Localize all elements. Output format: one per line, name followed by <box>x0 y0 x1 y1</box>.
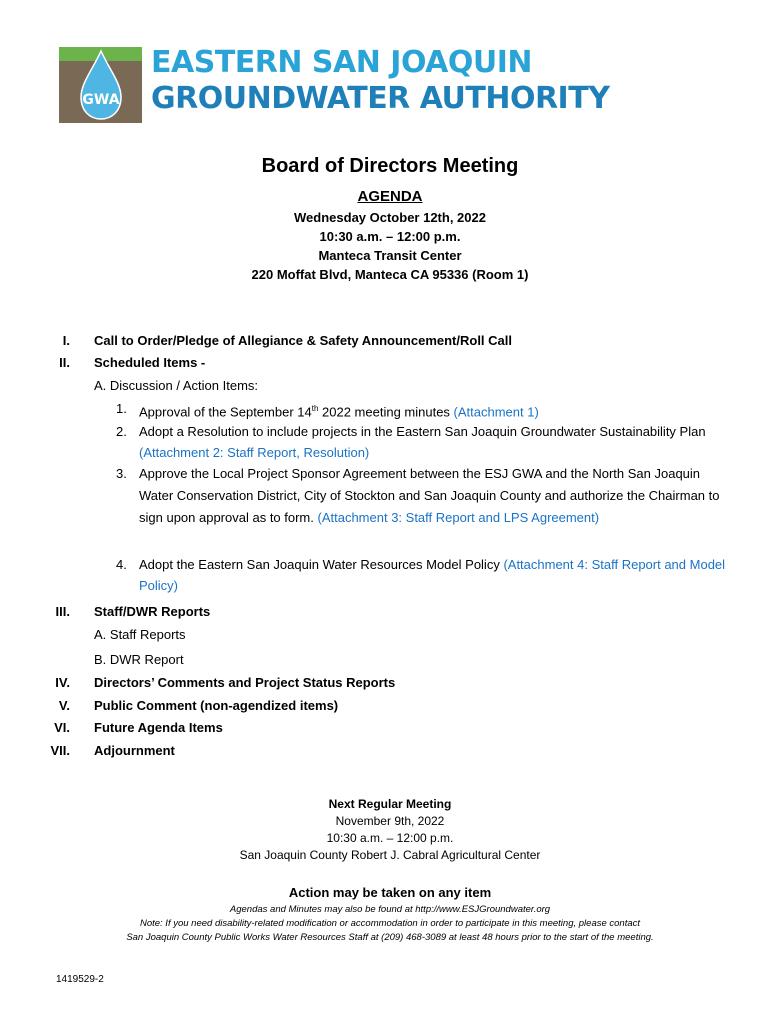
section-adjournment: Adjournment <box>94 743 175 758</box>
attachment-2-link[interactable]: (Attachment 2: Staff Report, Resolution) <box>139 445 370 460</box>
fine-print-line2: Note: If you need disability-related modification or accommodation in order to participate in this meeting, please contact <box>139 918 641 929</box>
subsection-staff-reports: A. Staff Reports <box>94 627 186 642</box>
section-number: II. <box>59 355 70 370</box>
agenda-item <box>116 421 726 463</box>
next-meeting-heading: Next Regular Meeting <box>328 797 452 811</box>
page-title: Board of Directors Meeting <box>261 155 519 177</box>
section-public-comment: Public Comment (non-agendized items) <box>94 698 339 713</box>
item-number: 3. <box>116 466 127 481</box>
item-text: 2022 meeting minutes <box>318 404 454 420</box>
section-staff-dwr-reports: Staff/DWR Reports <box>94 604 211 619</box>
next-meeting-time: 10:30 a.m. – 12:00 p.m. <box>326 831 454 845</box>
item-number: 4. <box>116 557 127 572</box>
item-number: 1. <box>116 401 127 416</box>
document-id: 1419529-2 <box>56 974 104 985</box>
item-superscript: th <box>311 404 319 413</box>
item-text: Approve the Local Project Sponsor Agreement between the ESJ GWA and the North San Joaquin Water Conservation District, City of Stockton and San Joaquin County and authorize the Chairman to sign upon approval as to form. <box>139 466 720 525</box>
agenda-label: AGENDA <box>357 188 423 205</box>
logo <box>59 45 610 125</box>
section-future-agenda: Future Agenda Items <box>94 720 223 735</box>
section-number: VII. <box>50 743 70 758</box>
item-text: Adopt a Resolution to include projects in the Eastern San Joaquin Groundwater Sustainability Plan <box>139 424 706 439</box>
meeting-date: Wednesday October 12th, 2022 <box>294 210 486 225</box>
fine-print-line1: Agendas and Minutes may also be found at http://www.ESJGroundwater.org <box>229 904 551 915</box>
next-meeting-date: November 9th, 2022 <box>335 814 445 828</box>
agenda-item <box>116 398 726 422</box>
section-number: I. <box>62 333 70 348</box>
section-call-to-order: Call to Order/Pledge of Allegiance & Safety Announcement/Roll Call <box>94 333 512 348</box>
section-number: V. <box>58 698 70 713</box>
agenda-item <box>116 463 726 529</box>
next-meeting-location: San Joaquin County Robert J. Cabral Agricultural Center <box>239 848 541 862</box>
meeting-address: 220 Moffat Blvd, Manteca CA 95336 (Room 1) <box>251 267 529 282</box>
meeting-location: Manteca Transit Center <box>318 248 462 263</box>
section-scheduled-items: Scheduled Items - <box>94 355 206 370</box>
attachment-4-link[interactable]: (Attachment 4: Staff Report and Model Policy) <box>139 557 726 593</box>
attachment-1-link[interactable]: (Attachment 1) <box>453 404 539 420</box>
section-number: III. <box>55 604 70 619</box>
item-number: 2. <box>116 424 127 439</box>
meeting-time: 10:30 a.m. – 12:00 p.m. <box>319 229 461 244</box>
attachment-3-link[interactable]: (Attachment 3: Staff Report and LPS Agreement) <box>317 510 600 525</box>
logo-badge: GWA <box>82 92 120 108</box>
section-number: VI. <box>54 720 70 735</box>
section-number: IV. <box>55 675 70 690</box>
gwa-logo-icon <box>59 47 142 123</box>
fine-print-line3: San Joaquin County Public Works Water Resources Staff at (209) 468-3089 at least 48 hours prior to the start of the meeting. <box>126 932 654 943</box>
section-directors-comments: Directors’ Comments and Project Status Reports <box>94 675 396 690</box>
logo-text-line2: GROUNDWATER AUTHORITY <box>151 81 610 116</box>
logo-text-line1: EASTERN SAN JOAQUIN <box>151 45 533 80</box>
agenda-item <box>116 554 726 596</box>
action-note: Action may be taken on any item <box>288 885 492 900</box>
item-text: Approval of the September 14 <box>139 404 312 420</box>
item-text: Adopt the Eastern San Joaquin Water Resources Model Policy <box>139 557 504 572</box>
subsection-dwr-report: B. DWR Report <box>94 652 184 667</box>
subsection-discussion: A. Discussion / Action Items: <box>94 378 259 393</box>
